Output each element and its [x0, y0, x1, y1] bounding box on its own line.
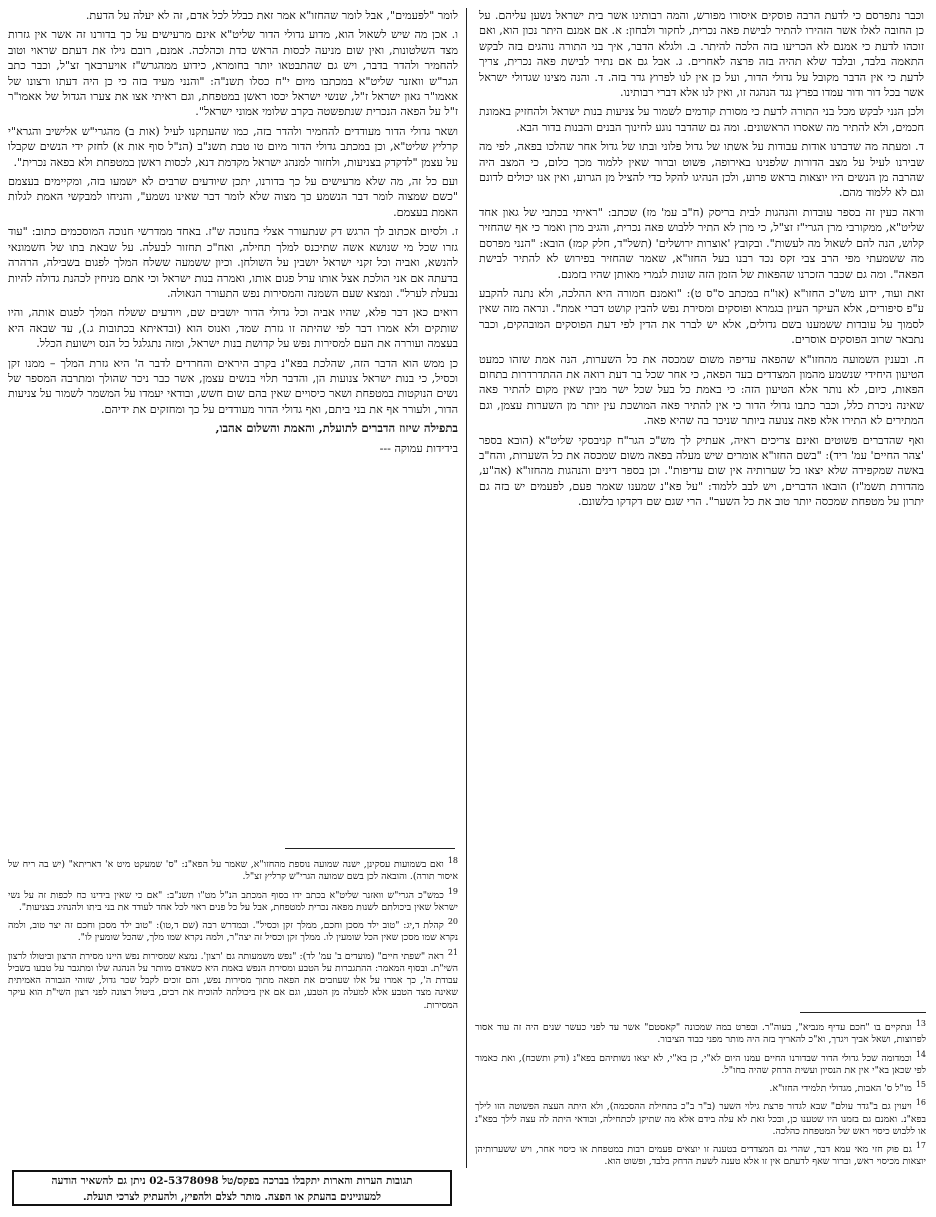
column-divider	[466, 8, 467, 1168]
paragraph: ולכן הנני לבקש מכל בני התורה לדעת כי מסורת קודמים לשמור על צניעות בנות ישראל ולהחזיק באמונת חכמים, ולא להתיר מה שאסרו הראשונים. ומה גם שהדבר נוגע לחינוך הבנים והבנות בדור הבא.	[479, 105, 924, 134]
notice-line: למעוניינים בהעתק או הפצה. מותר לצלם ולהפיץ, ולהעתיק לצרכי תועלת.	[82, 1191, 381, 1203]
paragraph: ושאר גדולי הדור מעודדים להחמיר ולהדר בזה, כמו שהעתקנו לעיל (אות ב) מהגרי"ש אלישיב והגרא"י קרליץ שליט"א, וכן במכתב גדולי הדור מיום טו טבת תשנ"ב (הנ"ל סוף אות א) לחזק ידי הנשים שקבלו על עצמן "לדקדק בצניעות, ולחזור למנהג ישראל מקדמת דנא, לכסות ראשן במטפחת ולא בפאה נכרית".	[8, 124, 458, 169]
paragraph: ז. ולסיום אכתוב לך הרגש דק שנתעורר אצלי בחנוכה ש"ז. באחד ממדרשי חנוכה המוסכמים כתוב: "עוד גזרו שכל מי שנושא אשה שתיכנס למלך תחילה, ואח"כ תחזור לבעלה. על שבאת בתו של חשמונאי להנשא, ואביה וכל זקני ישראל יושבין על השולחן. וכיון ששמעה ששלח המלך לפגום בשבילה, הרהרה בדעתה אם אני הולכת אצל אותו ערל פגום אותו, ואמרה בנות ישראל וכי אתם מניחין לכהנת גדולה להיות נבעלת לערל". ונמצא שעם השמנה והמסירות נפש התעורר הגאולה.	[8, 225, 458, 300]
footnote	[475, 1018, 926, 1047]
right-column	[479, 8, 924, 1013]
footnote-text: גם פוק חזי מאי עמא דבר, שהרי גם המצדדים בטענה זו יוצאים פעמים רבות במטפחת או כיסוי אחר, ויש ששערותיהן יוצאות מכיסוי ראש, וברור שאף לדעתם אין זו אלא טענה לשעת הדחק בלבד, ופשוט הוא.	[475, 1144, 926, 1168]
footnote-number: 15	[915, 1080, 926, 1090]
footnote-text: וכמדומה שכל גדולי הדור שבדורנו החיים עמנו היום לא"י, כן בא"י, לא יצאו נשותיהם בפא"נ (ודק ותשכח), ואת כאמור לפי שכאן בא"י אין את הנסיון ועשית הדחק שהיה בחו"ל.	[475, 1052, 926, 1076]
footnote-text: ראה "שפתי חיים" (מועדים ב' עמ' לד): "נפש משמעותה גם 'רצון'. נמצא שמסירות נפש היינו מסירת הרצון וביטולו לרצון השי"ת. ובסוף המאמר: ההתגברות על הטבע ומסירת הנפש באמת היא כשאדם מוותר על הנהגה שלו ומתגבר על טבעו בשביל עבודת ה', כך אמרו על אלו שעוזבים את הפאה מתוך מסירות נפש, והם זוכים לקבל שכר גדול, שזוהי הגבורה האמיתית שאינה מצד הטבע אלא למעלה מן הטבע, וגם אם אין ביכולתה להוכיח את רבים, ביטול רצונה לפני רצון השי"ת הוא עיקר המסירות.	[8, 950, 458, 1011]
footnote-rule	[285, 848, 455, 849]
footnote-number: 21	[447, 947, 458, 957]
footnote-text: ואם בשמועות עסקינן, ישנה שמועה נוספת מהחזו"א, שאמר על הפא"נ: "ס' שמעקט מיט א' דאריתא" (יש בה ריח של איסור תורה). והובאה לכן בשם שמועה הגרי"ש קרליץ זצ"ל.	[8, 859, 458, 883]
footnote-number: 13	[915, 1019, 926, 1028]
footnote-text: מו"ל ס' האבות, מגדולי תלמידי החזו"א.	[769, 1083, 912, 1095]
footnote	[8, 916, 458, 945]
footnote	[8, 855, 458, 884]
paragraph: רואים כאן דבר פלא, שהיו אביה וכל גדולי הדור יושבים שם, ויודעים ששלח המלך לפגום אותה, והיו שותקים ולא אמרו דבר לפי שהיתה זו גזרת שמד, ואנוס הוא (ובדאיתא בכתובות ג.), עד שבאה היא בעצמה ועוררה את העם למסירות נפש על קדושת בנות ישראל, ומזה נתגלגל כל הנס וישועת הכלל.	[8, 306, 458, 351]
paragraph: ואף שהדברים פשוטים ואינם צריכים ראיה, אעתיק לך מש"כ הגר"ח קניבסקי שליט"א (הובא בספר 'צהר החיים' עמ' ריד): "בשם החזו"א אומרים שיש מעלה בפאה משום שמכסה את כל השערות, והח"ב באשה שמקפידה שלא יצאו כל שערותיה אין שום עדיפות". וכן בספר דינים והנהגות מהחזו"א (אה"ע, מהדורת תשמ"ז) הובאו הדברים, ויש לבב ללמוד: "על פא"נ שמענו שאמר פעם, לפעמים יש בזה גם יתרון על מטפחת שמכסה יותר טוב את כל השער". הרי שגם שם דקדקו בלשונם.	[479, 433, 924, 509]
paragraph: כן ממש הוא הדבר הזה, שהלכת בפא"נ בקרב היראים והחרדים לדבר ה' היא גזרת המלך – ממנו זקן וכסיל, כי בנות ישראל צנועות הן, והדבר תלוי בנשים עצמן, אשר כבר ניכר שהולך ומתרבה המספר של נשים הנוקטות במטפחת ושאר כיסויים שאין בהם שום חשש, ובודאי יעמדו על המשמר לשמור על צניעות הדור, ולעורר אף את בני ביתם, ואף גדולי הדור מעודדים על כך ומחזקים את ידיהם.	[8, 356, 458, 416]
paragraph: ח. ובענין השמועה מהחזו"א שהפאה עדיפה משום שמכסה את כל השערות, הנה אמת שזהו כמעט הטיעון היחידי שנשמע מהמון המצדדים בעד הפאה, כי אחר שכל בר דעת רואה את ההתדרדרות בתחום הפאות, כיום, לא נותר אלא הטיעון הזה: כי באמת כל בעל שכל ישר מבין שאין מקום להתיר פאה שאינה ניכרת כלל, וכבר כתבו גדולי הדור כי אין להתיר פאה המושכת עין יותר מן השערות עצמן, וגם המתירים לא התירו אלא פאה צנועה ביותר שניכר בה שהיא פאה.	[479, 352, 924, 428]
closing-line: בתפילה שיזוז הדברים לתועלת, והאמת והשלום אהבו,	[215, 421, 458, 436]
footnote-number: 16	[915, 1098, 926, 1108]
footnote-number: 19	[447, 886, 458, 896]
footnote	[475, 1140, 926, 1169]
footnote-number: 18	[447, 856, 458, 865]
footnote	[475, 1049, 926, 1078]
left-column	[8, 8, 458, 843]
footnote-number: 20	[447, 917, 458, 927]
footnote-text: ויעוין גם ב"גדר עולם" שבא לגדור פרצת גילוי השער (ב"ר ב"כ בתחילת ההסכמה), ולא היתה העצה הפשוטה הזו לילך בפא"נ. ואמנם גם בזמנו היו שטענו כן, ובכל זאת לא עלה בידם אלא מה שתיקן לכתחילה, ובודאי היתה לה עצה לילך בפא"נ או ללבוש כיסוי ראש של המטפחת כהלכה.	[475, 1101, 926, 1137]
paragraph: ו. אכן מה שיש לשאול הוא, מדוע גדולי הדור שליט"א אינם מרעישים על כך בדורנו זה אשר אין גזרות מצד השלטונות, ואין שום מניעה לכסות הראש כדת וכהלכה. אמנם, רובם גילו את דעתם שראוי וטוב להחמיר ולהדר בדבר, ויש גם שהתבטאו יותר בחומרא, כידוע ממהגרש"ז אויערבאך זצ"ל, וכבר כתב הגר"ש וואזנר שליט"א במכתבו מיום י"ח כסלו תשנ"ה: "והנני מעיד בזה כי כן היה דעתו ורצונו של אאמו"ר גאון ישראל ז"ל, שנשי ישראל יכסו ראשן במטפחת, וגם ראיתי אצו את צערו הגדול של אאמו"ר ז"ל על הפאה הנכרית שנתפשטה בקרב שלומי אמוני ישראל".	[8, 28, 458, 119]
paragraph: ד. ומעתה מה שדברנו אודות עבודות על אשתו של גדול פלוני ובתו של גדול אחר שהלכו בפאה, לפי מה שבירנו לעיל על מצב הדורות שלפנינו באירופה, פשוט וברור שאין ללמוד מכך כלום, כי המצב היה שהרבה מן הנשים היו יוצאות בראש פרוע, ולכן הנהיגו להקל כדי להציל מן הגרוע, ואין אנו יכולים לדונם וגם לא ללמוד מהם.	[479, 140, 924, 200]
footnote-number: 17	[915, 1141, 926, 1151]
footnote	[8, 886, 458, 915]
paragraph: לומר "לפעמים", אבל לומר שהחזו"א אמר זאת כבלל לכל אדם, זה לא יעלה על הדעת.	[85, 9, 458, 22]
footnote-rule	[800, 1012, 926, 1013]
footnote-text: ונתקיים בו "חכם עדיף מנביא", בעוה"ר. ובפרט במה שמכונה "קאסטם" אשר עד לפני כעשר שנים היה זה עוד אסור לפרוצות, ושאל אביך ויגדך, וא"כ להאריך בזה היה מותר מפני כבוד הציבור.	[475, 1022, 926, 1046]
signature-line: בידידות עמוקה ---	[379, 441, 458, 455]
footnote	[8, 947, 458, 1012]
footnotes-left	[8, 855, 458, 1170]
paragraph: זאת ועוד, ידוע מש"כ החזו"א (או"ח במכתב ס"ס ט): "ואמנם חמורה היא ההלכה, ולא נתנה להקבע ע"פ סיפורים, אלא העיקר העיון בגמרא ופוסקים ומסירת נפש להבין קושט דברי אמת". ונראה מזה שאין לסמוך על עובדות ששמענו בשם גדולים, אלא יש לברר את הדין לפי דעת הפוסקים המובהקים, וכבר נתבאר שרוב הפוסקים אוסרים.	[479, 286, 924, 347]
footnote	[475, 1097, 926, 1138]
footnote-text: קהלת ד,יג: "טוב ילד מסכן וחכם, ממלך זקן וכסיל". ובמדרש רבה (שם ד,טו): "טוב ילד מסכן וחכם זה יצר טוב, ולמה נקרא שמו מסכן שאין הכל שומעין לו. ממלך זקן וכסיל זה יצה"ר, ולמה נקרא שמו מלך, שהכל שומעין לו".	[8, 920, 458, 944]
footnote-number: 14	[915, 1049, 926, 1059]
paragraph: וכבר נתפרסם כי לדעת הרבה פוסקים איסורו מפורש, והמה רבותינו אשר בית ישראל נשען עליהם. על כן החובה לאלו אשר הזהירו להתיר לבישת פאה נכרית, לחקור ולבחון: א. אם אמנם היתר נכון הוא, ואם זוכהו לדעת כי אמנם לא הכריעו בזה הלכה להיתר. ב. ולגלא הדבר, איך בני התורה נוהגים בזה לבקש התאמה בלבד, ובלבד שלא תהיה בזה פרצה לאחרים. ג. אבל גם אם נתיר לבישת פאה נכרית, צריך לדעת כי אין הדבר מקובל על גדולי הדור, ועל כן אין לנו לפרוץ גדר בזה. ד. והנה מצינו שגדולי ישראל אשר בכל דור ודור עמדו בפרץ נגד הנהגה זו, ואין לנו אלא דברי רבותינו.	[479, 9, 924, 100]
paragraph: וראה כעין זה בספר עובדות והנהגות לבית בריסק (ח"ב עמ' מז) שכתב: "ראיתי בכתבי של גאון אחד שליט"א, ממקורבי מרן הגרי"ז זצ"ל, כי מרן לא התיר ללבוש פאה נכרית, והגיב מרן ואמר כי אף שהחזיר קלוש, הנה להם לשאול מה לעשות". ובקובץ 'אוצרות ירושלים' (תשל"ד, חלק קמז) הובא: "הנני מפרסם מה ששמעתי מפי הרב צבי זקס נכד רבנו בעל החזו"א, שאמר שהחזיר בפירוש לא להתיר לבישת הפאה". ומה גם שכבר הזכרנו שהפאות של הזמן הזה שונות לגמרי מאותן שהיו בזמנם.	[479, 205, 924, 281]
footnote	[475, 1079, 926, 1095]
paragraph: ועם כל זה, מה שלא מרעישים על כך בדורנו, יתכן שיודעים שרבים לא ישמעו בזה, ומקיימים בעצמם "כשם שמצוה לומר דבר הנשמע כך מצוה שלא לומר דבר שאינו נשמע", והניחו למבקשי האמת לגלות האמת בעצמם.	[8, 175, 458, 219]
notice-line: תגובות הערות והארות יתקבלו בברכה בפקס/טל 02-5378098 ניתן גם להשאיר הודעה	[51, 1175, 413, 1187]
footnote-text: כמש"כ הגרי"ש וואזנר שליט"א בכתב ידו בסוף המכתב הנ"ל מט"ו תשנ"ב: "אם כי שאין בידינו כח לכפות זה על נשי ישראל שאין ביכולתם לשנות מפאה נכרית למטפחת, אבל על כל פנים ראוי לכל אחד לעודד את בני ביתו ולהנהיג בצניעות".	[8, 889, 458, 913]
contact-notice-box	[12, 1170, 452, 1206]
footnotes-right	[475, 1018, 926, 1210]
